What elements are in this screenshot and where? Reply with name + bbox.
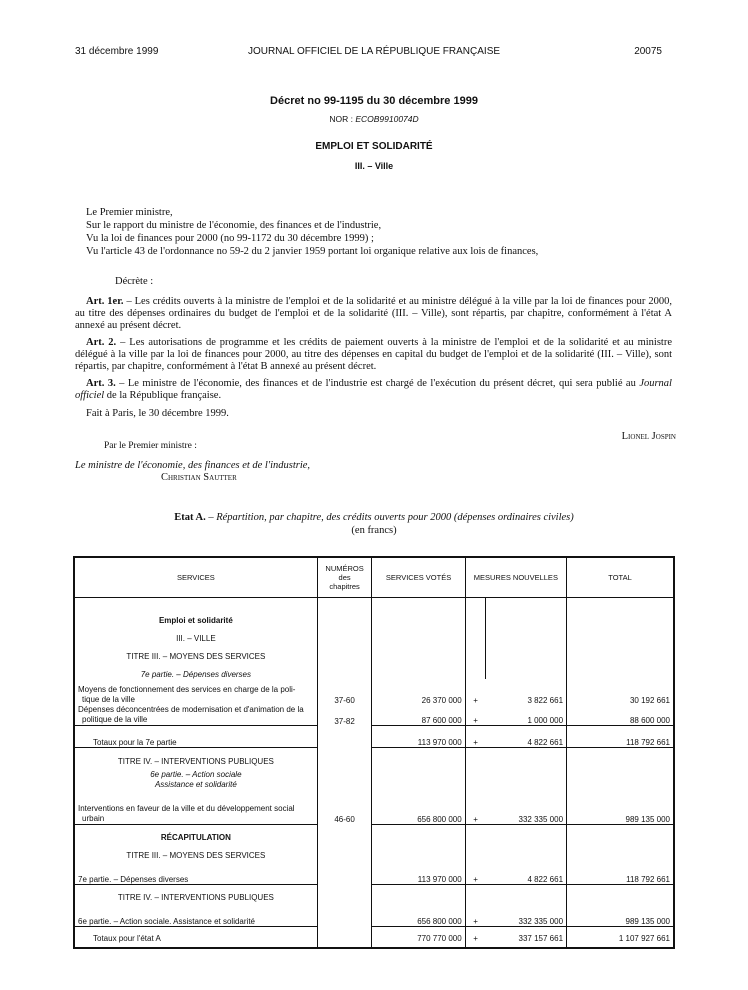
etat-a-table: [73, 556, 675, 949]
recap-row-label: 7e partie. – Dépenses diverses: [74, 860, 317, 884]
services-votes: 113 970 000: [372, 726, 465, 748]
total: 1 107 927 661: [567, 926, 674, 948]
article-text: de la République française.: [104, 390, 222, 401]
chapter-number: 46-60: [317, 790, 372, 825]
chapter-number: 37-60: [317, 679, 372, 705]
row-label-cont: tique de la ville: [82, 695, 135, 704]
services-votes: 113 970 000: [372, 860, 465, 884]
col-header-num-3: chapitres: [329, 581, 360, 591]
mesures-nouvelles: 3 822 661: [485, 679, 566, 705]
nor-reference: [0, 114, 748, 124]
article-2: [75, 337, 672, 373]
mesures-nouvelles: 337 157 661: [485, 926, 566, 948]
col-header-num-2: des: [338, 572, 351, 582]
etat-description: – Répartition, par chapitre, des crédits ouverts pour 2000 (dépenses ordinaires civiles): [205, 512, 574, 523]
ministry-heading: EMPLOI ET SOLIDARITÉ: [315, 141, 433, 152]
partie6-line1: 6e partie. – Action sociale: [150, 769, 242, 779]
etat-unit: (en francs): [351, 525, 397, 536]
col-header-num-1: NUMÉROS: [325, 563, 364, 573]
header-date: 31 décembre 1999: [75, 46, 159, 57]
recap-titre3: TITRE III. – MOYENS DES SERVICES: [74, 842, 317, 860]
mesures-nouvelles: 1 000 000: [485, 705, 566, 726]
total-label: Totaux pour la 7e partie: [74, 726, 317, 748]
article-label: Art. 2.: [86, 337, 117, 348]
total-label: Totaux pour l'état A: [74, 926, 317, 948]
minister-name: Christian Sautter: [161, 472, 237, 483]
col-header-mesures: MESURES NOUVELLES: [465, 557, 566, 597]
row-label-cont: urbain: [82, 813, 105, 823]
preamble-line: Vu la loi de finances pour 2000 (no 99-1172 du 30 décembre 1999) ;: [86, 233, 374, 244]
row-label-cont: politique de la ville: [82, 715, 148, 724]
row-label: Interventions en faveur de la ville et du développement social: [78, 803, 295, 813]
table-row: [74, 790, 674, 825]
col-header-services-votes: SERVICES VOTÉS: [372, 557, 465, 597]
nor-code: ECOB9910074D: [355, 114, 419, 124]
mesures-nouvelles: 4 822 661: [485, 726, 566, 748]
sign: +: [465, 902, 485, 926]
sign: +: [465, 679, 485, 705]
etat-label: Etat A.: [174, 512, 206, 523]
minister-title: Le ministre de l'économie, des finances et de l'industrie,: [75, 460, 311, 471]
decrete: Décrète :: [115, 276, 154, 287]
table-row: [74, 679, 674, 705]
chapter-number: 37-82: [317, 705, 372, 726]
section-heading: III. – Ville: [354, 161, 394, 171]
row-label: Dépenses déconcentrées de modernisation et d'animation de la: [78, 705, 304, 714]
partie7-heading: 7e partie. – Dépenses diverses: [74, 661, 317, 679]
col-header-chapitres: [317, 557, 372, 597]
total: 118 792 661: [567, 726, 674, 748]
article-label: Art. 3.: [86, 378, 116, 389]
journal-officiel: Journal officiel: [75, 378, 672, 401]
preamble-line: Le Premier ministre,: [86, 207, 173, 218]
sign: +: [465, 926, 485, 948]
total: 88 600 000: [567, 705, 674, 726]
table-header-row: [74, 557, 674, 597]
titre4-heading: TITRE IV. – INTERVENTIONS PUBLIQUES: [74, 748, 317, 766]
by-pm: Par le Premier ministre :: [104, 441, 197, 451]
total: 989 135 000: [567, 790, 674, 825]
journal-title: JOURNAL OFFICIEL DE LA RÉPUBLIQUE FRANÇAISE: [247, 46, 501, 57]
signatory: Lionel Jospin: [621, 431, 676, 442]
col-header-services: SERVICES: [74, 557, 317, 597]
table-row: [74, 926, 674, 948]
total: 30 192 661: [567, 679, 674, 705]
services-votes: 26 370 000: [372, 679, 465, 705]
recap-heading: RÉCAPITULATION: [74, 824, 317, 842]
emploi-heading: Emploi et solidarité: [74, 607, 317, 625]
page-number: 20075: [634, 46, 662, 57]
sign: +: [465, 726, 485, 748]
ville-heading: III. – VILLE: [74, 625, 317, 643]
table-row: [74, 860, 674, 884]
partie6-heading: [74, 766, 317, 790]
table-row: [74, 705, 674, 726]
services-votes: 87 600 000: [372, 705, 465, 726]
sign: +: [465, 860, 485, 884]
partie6-line2: Assistance et solidarité: [154, 779, 237, 789]
preamble-line: Sur le rapport du ministre de l'économie, des finances et de l'industrie,: [86, 220, 382, 231]
total: 989 135 000: [567, 902, 674, 926]
recap-row-label: 6e partie. – Action sociale. Assistance et solidarité: [74, 902, 317, 926]
article-text: – Les crédits ouverts à la ministre de l'emploi et de la solidarité et au ministre délégué à la ville par la loi de finances pour 2000, au titre des dépenses ordinaires du budget de l'emploi et de la solidarité (III. – Ville), sont répartis, par chapitre, conformément à l'état A annexé au présent décret.: [75, 296, 672, 331]
mesures-nouvelles: 332 335 000: [485, 902, 566, 926]
services-votes: 770 770 000: [372, 926, 465, 948]
recap-titre4: TITRE IV. – INTERVENTIONS PUBLIQUES: [74, 884, 317, 902]
titre3-heading: TITRE III. – MOYENS DES SERVICES: [74, 643, 317, 661]
article-text: – Le ministre de l'économie, des finances et de l'industrie est chargé de l'exécution du présent décret, qui sera publié au: [115, 378, 640, 389]
article-label: Art. 1er.: [86, 296, 124, 307]
article-1: [75, 296, 672, 332]
col-header-total: TOTAL: [567, 557, 674, 597]
etat-a-title: [0, 511, 748, 537]
article-3: [75, 378, 672, 402]
article-text: – Les autorisations de programme et les crédits de paiement ouverts à la ministre de l'emploi et de la solidarité et au ministre délégué à la ville par la loi de finances pour 2000, au titre des dépenses en capital du budget de l'emploi et de la solidarité (III. – Ville), sont répartis, par chapitre, conformément à l'état B annexé au présent décret.: [75, 337, 672, 372]
preamble-line: Vu l'article 43 de l'ordonnance no 59-2 du 2 janvier 1959 portant loi organique relative aux lois de finances,: [86, 246, 539, 257]
table-row: [74, 726, 674, 748]
sign: +: [465, 790, 485, 825]
table-row: [74, 902, 674, 926]
services-votes: 656 800 000: [372, 902, 465, 926]
done-at: Fait à Paris, le 30 décembre 1999.: [86, 408, 229, 419]
nor-label: NOR :: [329, 114, 353, 124]
services-votes: 656 800 000: [372, 790, 465, 825]
decree-title: Décret no 99-1195 du 30 décembre 1999: [270, 95, 478, 107]
sign: +: [465, 705, 485, 726]
mesures-nouvelles: 4 822 661: [485, 860, 566, 884]
mesures-nouvelles: 332 335 000: [485, 790, 566, 825]
total: 118 792 661: [567, 860, 674, 884]
row-label: Moyens de fonctionnement des services en charge de la poli-: [78, 685, 296, 694]
